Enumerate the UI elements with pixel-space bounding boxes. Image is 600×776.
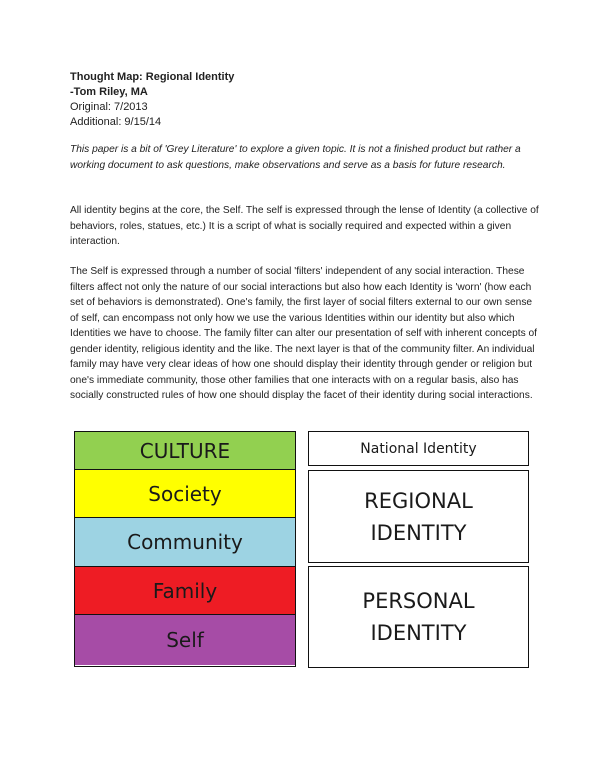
layer-label: CULTURE — [139, 438, 231, 463]
regional-identity-line1: REGIONAL — [364, 488, 473, 513]
layer-label: Family — [152, 578, 218, 603]
layer-label: Community — [127, 530, 243, 554]
filters-paragraph: The Self is expressed through a number of social 'filters' independent of any social interaction. These filters affect not only the nature of our social interactions but also how each Identity is 'worn' (how each set of behaviors is demonstrated). One's family, the first layer of social filters external to our own sense of self, can encompass not only how we use the various Identities within our identity but also which Identities we have to choose. The family filter can alter our presentation of self with inherent concepts of gender identity, religious identity and the like. The next layer is that of the community filter. An individual family may have very clear ideas of how one should display their identity through gender or religion but one's immediate community, those other families that one interacts with on a regular basis, also has socially constructed rules of how one should display the facet of their identity during social interactions. — [70, 266, 537, 401]
national-identity-box — [308, 431, 529, 466]
layer-community — [75, 518, 295, 567]
layer-label: Society — [148, 481, 222, 506]
document-header — [70, 70, 234, 130]
original-date: Original: 7/2013 — [70, 101, 148, 113]
regional-identity-line2: IDENTITY — [370, 520, 467, 545]
layer-label: Self — [166, 628, 204, 652]
filter-layers-diagram — [74, 431, 296, 667]
document-author: -Tom Riley, MA — [70, 86, 148, 98]
personal-identity-box — [308, 566, 529, 668]
document-title: Thought Map: Regional Identity — [70, 71, 235, 83]
core-paragraph: All identity begins at the core, the Self. The self is expressed through the lense of Identity (a collective of behaviors, roles, statues, etc.) It is a script of what is socially required and expected within a given interaction. — [70, 205, 539, 247]
layer-self — [75, 615, 295, 665]
national-identity-label: National Identity — [360, 440, 477, 457]
layer-society — [75, 470, 295, 518]
personal-identity-line1: PERSONAL — [362, 589, 475, 613]
intro-paragraph: This paper is a bit of 'Grey Literature' to explore a given topic. It is not a finished product but rather a working document to ask questions, make observations and serve as a basis for future research. — [70, 144, 521, 171]
layer-culture — [75, 432, 295, 470]
layer-family — [75, 567, 295, 615]
additional-date: Additional: 9/15/14 — [70, 116, 162, 128]
personal-identity-line2: IDENTITY — [370, 621, 467, 645]
regional-identity-box — [308, 470, 529, 563]
